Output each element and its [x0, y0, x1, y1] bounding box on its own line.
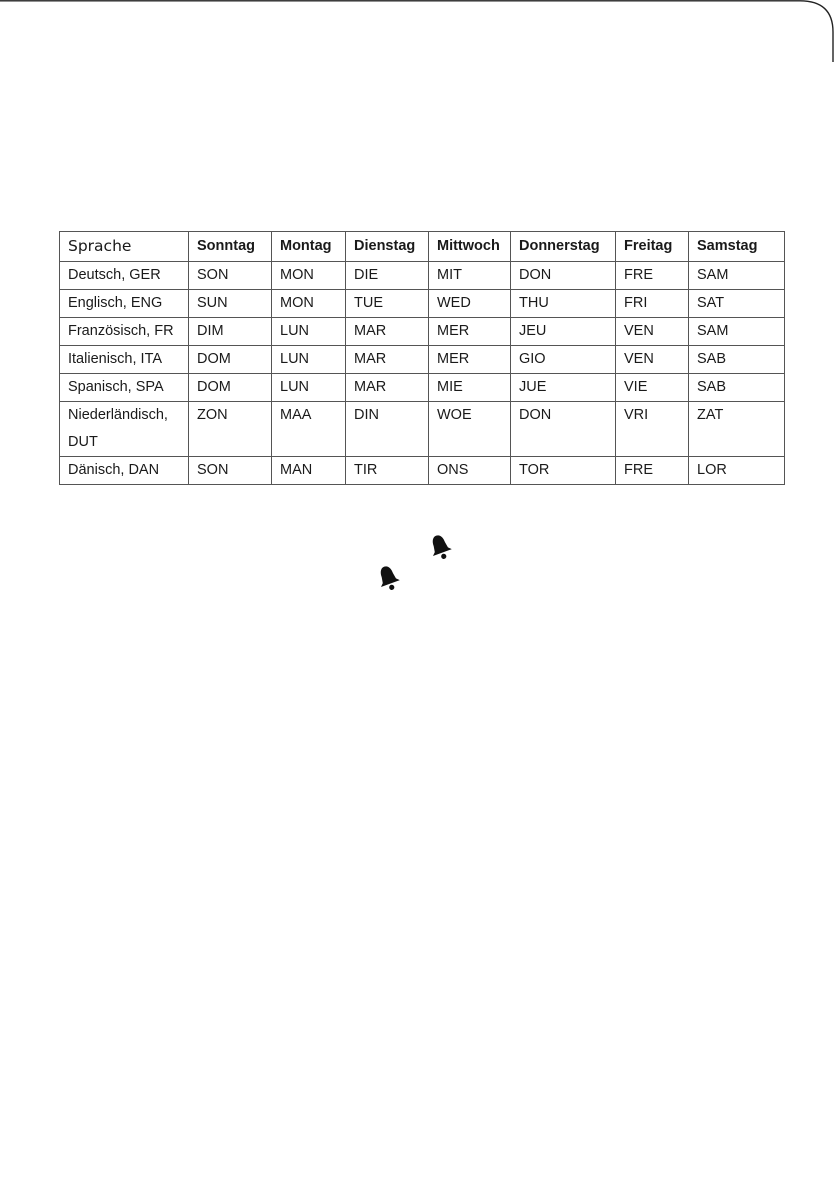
header-tuesday: Dienstag	[346, 232, 429, 262]
table-cell: MAN	[272, 457, 346, 485]
table-cell: SAB	[689, 374, 785, 402]
table-cell: Deutsch, GER	[60, 262, 189, 290]
table-cell: MIT	[429, 262, 511, 290]
table-cell: VEN	[616, 318, 689, 346]
table-cell: DIM	[189, 318, 272, 346]
table-cell: VEN	[616, 346, 689, 374]
table-cell: Spanisch, SPA	[60, 374, 189, 402]
table-cell: SUN	[189, 290, 272, 318]
header-wednesday: Mittwoch	[429, 232, 511, 262]
table-cell: MON	[272, 262, 346, 290]
table-cell: MAR	[346, 346, 429, 374]
table-cell: MER	[429, 318, 511, 346]
table-cell: VIE	[616, 374, 689, 402]
page-corner-outline	[0, 0, 839, 62]
table-cell: VRI	[616, 402, 689, 457]
table-cell: SON	[189, 457, 272, 485]
table-row	[60, 290, 785, 318]
table-cell: MON	[272, 290, 346, 318]
table-cell: Englisch, ENG	[60, 290, 189, 318]
table-cell: DON	[511, 262, 616, 290]
weekday-language-table	[59, 231, 785, 485]
table-cell: JEU	[511, 318, 616, 346]
table-cell: LOR	[689, 457, 785, 485]
table-cell: Französisch, FR	[60, 318, 189, 346]
table-cell: WOE	[429, 402, 511, 457]
table-row	[60, 262, 785, 290]
alarm-bell-icon	[427, 532, 453, 560]
header-language: Sprache	[60, 232, 189, 262]
header-thursday: Donnerstag	[511, 232, 616, 262]
table-cell: SAM	[689, 318, 785, 346]
table-row	[60, 374, 785, 402]
table-cell: TOR	[511, 457, 616, 485]
header-monday: Montag	[272, 232, 346, 262]
table-cell: SON	[189, 262, 272, 290]
table-cell: SAT	[689, 290, 785, 318]
table-cell: DON	[511, 402, 616, 457]
table-cell: JUE	[511, 374, 616, 402]
table-cell: WED	[429, 290, 511, 318]
table-cell: SAB	[689, 346, 785, 374]
table-cell: MIE	[429, 374, 511, 402]
table-cell: THU	[511, 290, 616, 318]
table-cell: ZON	[189, 402, 272, 457]
table-cell: FRE	[616, 262, 689, 290]
alarm-bell-icon	[375, 563, 401, 591]
table-cell: LUN	[272, 346, 346, 374]
header-sunday: Sonntag	[189, 232, 272, 262]
table-cell: DOM	[189, 374, 272, 402]
table-cell: DIE	[346, 262, 429, 290]
table-cell: MAA	[272, 402, 346, 457]
table-cell: Niederländisch, DUT	[60, 402, 189, 457]
table-cell: LUN	[272, 374, 346, 402]
table-cell: ONS	[429, 457, 511, 485]
table-cell: MAR	[346, 318, 429, 346]
table-cell: ZAT	[689, 402, 785, 457]
table-cell: Italienisch, ITA	[60, 346, 189, 374]
table-cell: Dänisch, DAN	[60, 457, 189, 485]
table-cell: TIR	[346, 457, 429, 485]
table-cell: GIO	[511, 346, 616, 374]
table-header-row	[60, 232, 785, 262]
table-row	[60, 346, 785, 374]
header-friday: Freitag	[616, 232, 689, 262]
table-cell: SAM	[689, 262, 785, 290]
header-saturday: Samstag	[689, 232, 785, 262]
table-cell: DOM	[189, 346, 272, 374]
table-cell: FRI	[616, 290, 689, 318]
table-row	[60, 402, 785, 457]
table-cell: MAR	[346, 374, 429, 402]
table-row	[60, 318, 785, 346]
table-cell: LUN	[272, 318, 346, 346]
table-row	[60, 457, 785, 485]
table-cell: MER	[429, 346, 511, 374]
table-cell: DIN	[346, 402, 429, 457]
table-cell: TUE	[346, 290, 429, 318]
table-cell: FRE	[616, 457, 689, 485]
